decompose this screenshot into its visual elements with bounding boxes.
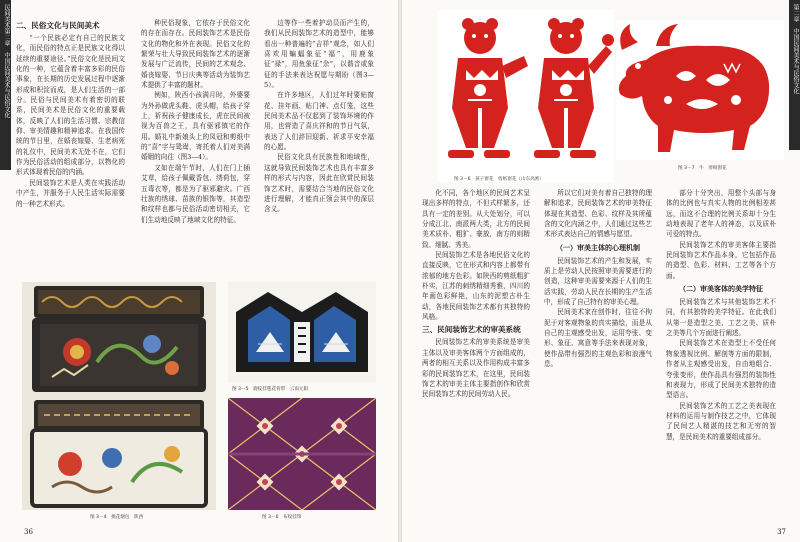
paragraph: 例如，陕西小孩满月时，外婆要为外孙做虎头鞋、虎头帽，给孩子穿上，祈祝孩子健康成长，虎在民间被视为百兽之王，具有驱邪镇宅的作用。婚礼中新娘头上的凤冠和剪纸中的“喜”字与鸳鸯，寄托着人们对美满婚姻的向往（图3—4）。 bbox=[141, 91, 250, 162]
paragraph: 民间装饰艺术在造型上不受任何物象透视比例、解剖等方面的限制，作者从主观感受出发，自由地组合、夸张变形，使作品具有强烈的装饰性和表现力，形成了民间美术独特的造型语言。 bbox=[666, 339, 776, 400]
caption-fig-3-4: 图 3－4 挑花烟包 陕西 bbox=[90, 515, 144, 520]
embroidered-pouch-image bbox=[22, 282, 216, 510]
paragraph: 所以它们对美有着自己独特的理解和追求，民间装饰艺术的审美特征体现在其造型、色彩、纹样及其所蕴含的文化内涵之中，人们通过这些艺术形式表达自己的情感与愿望。 bbox=[544, 189, 652, 239]
left-page bbox=[0, 0, 398, 542]
subsection-title-subject-psychology: （一）审美主体的心理机制 bbox=[556, 242, 640, 252]
baby-carrier-photo bbox=[228, 282, 376, 382]
paragraph: 民间装饰艺术的工艺之美表现在材料的运用与制作技艺之中，它体现了民间艺人精湛的技艺和无穷的智慧，是民间美术的重要组成部分。 bbox=[666, 401, 776, 441]
caption-fig-3-7: 图 3－7 牛 剪纸窗花 bbox=[678, 166, 727, 171]
caption-fig-3-6-left: 图 3－6 布纹挂饰 bbox=[262, 515, 302, 520]
right-side-tab: 第二章 中国民间美术与民俗文化 bbox=[789, 0, 800, 150]
left-side-tab: 民间美术第二章 中国民间美术与民俗文化 bbox=[0, 0, 11, 170]
paragraph: 民间美术家在创作时，往往不拘泥于对客观物象的真实描绘，而是从自己的主观感受出发，运用夸张、变形、象征、寓意等手法来表现对象，使作品带有强烈的主观色彩和浪漫气息。 bbox=[544, 308, 652, 369]
paragraph: 化不同，各个地区的民间艺术呈现出多样的特点，不但式样繁多，还具有一定的差别。从大处划分，可以分成江北、南派两大类，北方的民间美术质朴、粗犷、豪放，南方的则精致、细腻、秀美。 bbox=[422, 189, 530, 249]
paragraph: 边等作一些着护动员而产生的，我们从民间装饰艺术的造型中，能够看出一种普遍的“吉祥”观念，如人们喜欢用蝙蝠象征“福”，用鹿象征“禄”，用鱼象征“余”，以谐音或象征的手法来表达祝愿与期盼（图3—5）。 bbox=[264, 19, 374, 90]
papercut-ox-image bbox=[616, 20, 784, 160]
right-col-1 bbox=[422, 188, 530, 518]
paragraph: 民间装饰艺术是人类在实践活动中产生，并服务于人民生活实际需要的一种艺术形式。 bbox=[16, 178, 125, 208]
paragraph: 又如在端午节时，人们在门上插艾草，给孩子佩戴香包、绣荷包，穿五毒衣等，都是为了驱邪避灾。广西壮族的绣球、苗族的银饰等，其造型和纹样也都与民俗活动密切相关，它们生动地反映了地域文化的特征。 bbox=[141, 163, 250, 224]
right-col-2 bbox=[544, 188, 652, 518]
baby-carrier-image bbox=[228, 282, 376, 382]
right-page bbox=[402, 0, 800, 542]
caption-fig-3-5: 图 3－5 鹿纹挂毯花背带 云南元阳 bbox=[232, 387, 309, 392]
page-number-right: 37 bbox=[777, 528, 786, 536]
paragraph: 在许多地区，人们过年时要贴窗花、挂年画、贴门神、点灯笼，这些民间美术品不仅起到了装饰环境的作用，也营造了喜庆祥和的节日气氛，表达了人们辞旧迎新、祈求平安幸福的心愿。 bbox=[264, 91, 374, 152]
papercut-ox-figure bbox=[616, 20, 784, 160]
caption-fig-3-6-right: 图 3－6 孩子窗花 剪纸窗花（山东高密） bbox=[454, 177, 544, 182]
paragraph: 民间装饰艺术的产生和发展，实质上是劳动人民按照审美需要进行的创造，这种审美需要来源于人们的生活实践，劳动人民在长期的生产生活中，形成了自己特有的审美心理。 bbox=[544, 256, 652, 307]
paragraph: 民间装饰艺术是各地民俗文化的直接反映，它在形式和内容上都带有浓郁的地方色彩。如陕西的剪纸粗犷朴实，江苏的刺绣精细秀雅，四川的年画色彩鲜艳，山东的泥塑古朴生动，各地民间装饰艺术都有其独特的风格。 bbox=[422, 251, 530, 322]
paragraph: 民间装饰艺术与其他装饰艺术不同，有其独特的美学特征。在此我们从第一是造型之美、工艺之美、质朴之美等几个方面进行阐述。 bbox=[666, 298, 776, 338]
paragraph: 部分十分突出，用整个头部与身体的比例也与真实人物的比例相差甚远，而这不合理的比例关系却十分生动地表现了老年人的神态，以及质朴可爱的特点。 bbox=[666, 189, 776, 239]
section-title-folk-culture: 二、民俗文化与民间美术 bbox=[16, 21, 100, 30]
paragraph: 种民俗现象，它依存于民俗文化的存在而存在。民间装饰艺术是民俗文化的物化和外在表现。民俗文化的繁荣与壮大导致民间装饰艺术的逐渐发展与广泛流传，民间的艺术观念、婚丧嫁娶、节日庆典等活动为装饰艺术提供了丰富的题材。 bbox=[141, 19, 250, 90]
subsection-title-object-aesthetics: （二）审美客体的美学特征 bbox=[679, 284, 763, 294]
section-title-aesthetic-system: 三、民间装饰艺术的审美系统 bbox=[422, 325, 521, 335]
paragraph: “一个民族必定有自己的民族文化，而民俗的特点正是民族文化得以延续的重要途径。”民俗文化是民间文化的一种，它蕴含着丰富多彩的民俗事象，在长期的历史发展过程中逐渐形成和积淀而成，是人们生活的一部分。民俗与民间美术有着密切的联系，民间美术是民俗文化的重要载体，反映了人们的生活习惯、宗教信仰、审美情趣和精神追求。在我国传统的节日里，在婚丧嫁娶、生老病死的礼仪中，民间美术无处不在，它们作为民俗活动的组成部分，以物化的形式体现着民俗的内涵。 bbox=[16, 34, 125, 177]
embroidered-pouch-photo bbox=[22, 282, 216, 510]
paragraph: 民俗文化具有民族性和地域性，这就导致民间装饰艺术也具有丰富多样的形式与内容，因此在欣赏民间装饰艺术时，需要结合当地的民俗文化进行理解，才能真正领会其中的深层含义。 bbox=[264, 153, 374, 214]
paragraph: 民间装饰艺术的审美客体主要指民间装饰艺术作品本身，它包括作品的造型、色彩、材料、工艺等各个方面。 bbox=[666, 240, 776, 280]
papercut-children-image bbox=[438, 10, 614, 182]
papercut-children-figure bbox=[438, 10, 614, 182]
paragraph: 民间装饰艺术的审美系统是审美主体以及审美客体两个方面组成的，两者的相互关系以及作用构成丰富多彩的民间装饰艺术，在这里，民间装饰艺术的审美主体主要指创作和欣赏民间装饰艺术的民间劳动人民。 bbox=[422, 338, 530, 399]
page-number-left: 36 bbox=[24, 528, 33, 536]
right-col-3 bbox=[666, 188, 776, 518]
purple-textile-photo bbox=[228, 398, 376, 510]
purple-textile-image bbox=[228, 398, 376, 510]
